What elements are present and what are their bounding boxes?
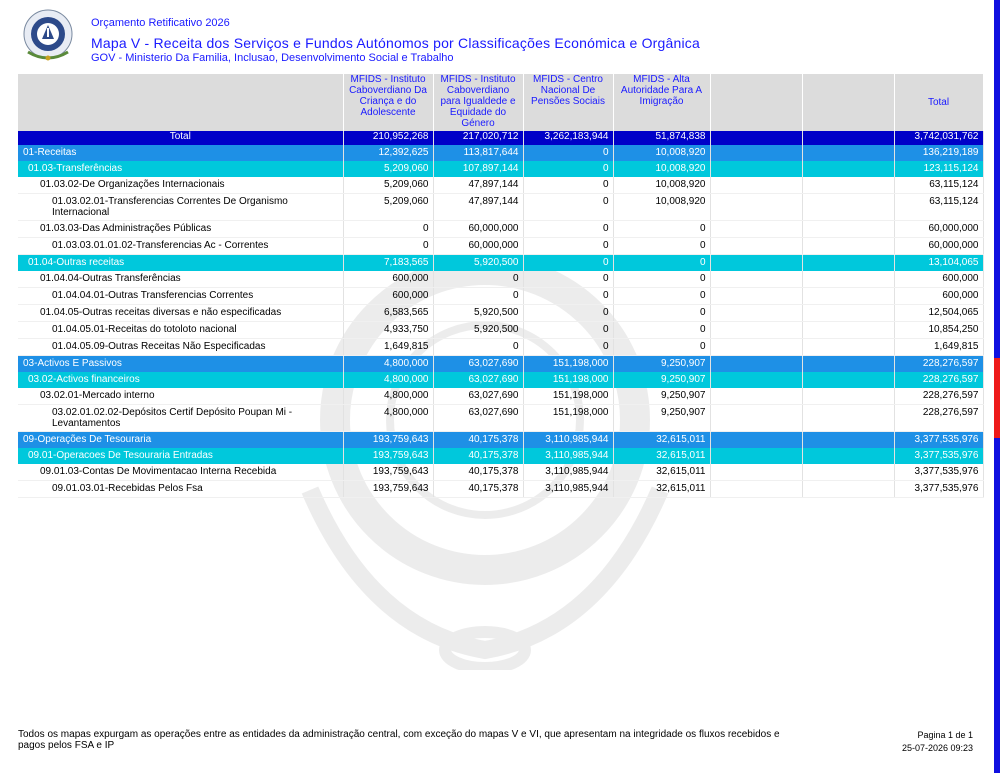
row-label: 01.04.05.09-Outras Receitas Não Especificadas [18,339,343,356]
total-cell: 217,020,712 [433,131,523,145]
value-cell [710,388,802,405]
total-cell: 3,262,183,944 [523,131,613,145]
value-cell: 0 [523,238,613,255]
table-row [18,271,983,288]
value-cell: 136,219,189 [894,145,983,161]
value-cell [710,177,802,194]
table-row [18,221,983,238]
value-cell: 32,615,011 [613,432,710,449]
value-cell: 600,000 [894,271,983,288]
column-header: MFIDS - Centro Nacional De Pensões Sociais [523,74,613,131]
value-cell [802,339,894,356]
value-cell: 5,209,060 [343,161,433,177]
value-cell: 40,175,378 [433,464,523,481]
value-cell [802,448,894,464]
value-cell: 32,615,011 [613,448,710,464]
value-cell: 0 [523,255,613,272]
value-cell: 60,000,000 [894,238,983,255]
table-row [18,177,983,194]
page-number: Pagina 1 de 1 [917,730,973,740]
value-cell [710,448,802,464]
value-cell: 10,008,920 [613,161,710,177]
value-cell [802,161,894,177]
value-cell: 40,175,378 [433,432,523,449]
value-cell: 47,897,144 [433,177,523,194]
table-row [18,145,983,161]
column-header [710,74,802,131]
value-cell: 0 [343,238,433,255]
scrollbar-thumb[interactable] [994,358,1000,438]
row-label: 09-Operações De Tesouraria [18,432,343,449]
value-cell [802,177,894,194]
row-label: 01.03.03-Das Administrações Públicas [18,221,343,238]
row-label: 03.02-Activos financeiros [18,372,343,388]
revenue-table [18,74,984,498]
value-cell: 1,649,815 [343,339,433,356]
value-cell: 0 [613,339,710,356]
column-header-total: Total [894,74,983,131]
row-label: 01.03.03.01.01.02-Transferencias Ac - Correntes [18,238,343,255]
value-cell: 10,008,920 [613,194,710,221]
value-cell: 0 [613,305,710,322]
table-row [18,194,983,221]
table-row [18,238,983,255]
column-header: MFIDS - Alta Autoridade Para A Imigração [613,74,710,131]
column-header-description [18,74,343,131]
value-cell: 9,250,907 [613,356,710,373]
value-cell: 0 [613,288,710,305]
value-cell: 63,115,124 [894,194,983,221]
table-row [18,305,983,322]
row-label: 03.02.01.02.02-Depósitos Certif Depósito Poupan Mi - Levantamentos [18,405,343,432]
footer-page-info [902,729,973,755]
row-label: 01.04.05.01-Receitas do totoloto nacional [18,322,343,339]
value-cell: 0 [433,339,523,356]
value-cell: 4,800,000 [343,356,433,373]
value-cell: 4,933,750 [343,322,433,339]
total-cell: 210,952,268 [343,131,433,145]
table-row [18,388,983,405]
value-cell [802,288,894,305]
value-cell: 0 [613,322,710,339]
value-cell: 0 [523,145,613,161]
value-cell: 228,276,597 [894,388,983,405]
value-cell: 6,583,565 [343,305,433,322]
print-datetime: 25-07-2026 09:23 [901,743,973,753]
value-cell [710,356,802,373]
coat-of-arms-icon [20,8,76,64]
value-cell: 3,377,535,976 [894,432,983,449]
value-cell [802,305,894,322]
column-header: MFIDS - Instituto Caboverdiano Da Criança e do Adolescente [343,74,433,131]
total-cell [802,131,894,145]
value-cell: 10,854,250 [894,322,983,339]
row-label: 09.01.03-Contas De Movimentacao Interna Recebida [18,464,343,481]
value-cell: 228,276,597 [894,356,983,373]
value-cell: 4,800,000 [343,388,433,405]
value-cell: 228,276,597 [894,405,983,432]
value-cell: 0 [523,305,613,322]
value-cell: 5,920,500 [433,305,523,322]
value-cell: 32,615,011 [613,481,710,498]
row-label: 01.04.04-Outras Transferências [18,271,343,288]
value-cell: 151,198,000 [523,372,613,388]
row-label: 01.04.04.01-Outras Transferencias Correntes [18,288,343,305]
value-cell: 1,649,815 [894,339,983,356]
row-label: 03.02.01-Mercado interno [18,388,343,405]
row-label: 01.04-Outras receitas [18,255,343,272]
row-label: 01.03-Transferências [18,161,343,177]
column-header: MFIDS - Instituto Caboverdiano para Igualdede e Equidade do Género [433,74,523,131]
value-cell: 12,504,065 [894,305,983,322]
footer-note: Todos os mapas expurgam as operações entre as entidades da administração central, com exceção do mapas V e VI, que apresentam na integridade os fluxos recebidos e pagos pelos FSA e IP [18,729,780,751]
value-cell [802,356,894,373]
table-row [18,255,983,272]
value-cell: 600,000 [343,271,433,288]
value-cell: 3,110,985,944 [523,464,613,481]
row-label: 01-Receitas [18,145,343,161]
value-cell: 107,897,144 [433,161,523,177]
table-row [18,481,983,498]
total-row [18,131,983,145]
value-cell: 0 [523,288,613,305]
value-cell: 63,027,690 [433,405,523,432]
table-row [18,405,983,432]
row-label: 09.01-Operacoes De Tesouraria Entradas [18,448,343,464]
value-cell: 32,615,011 [613,464,710,481]
value-cell [710,432,802,449]
table-row [18,464,983,481]
value-cell: 0 [613,221,710,238]
value-cell [710,194,802,221]
value-cell [802,145,894,161]
value-cell: 600,000 [343,288,433,305]
value-cell: 60,000,000 [894,221,983,238]
table-row [18,322,983,339]
value-cell [710,145,802,161]
value-cell: 193,759,643 [343,432,433,449]
value-cell [710,221,802,238]
value-cell [802,271,894,288]
value-cell: 10,008,920 [613,145,710,161]
table-row [18,161,983,177]
column-header [802,74,894,131]
value-cell [802,372,894,388]
value-cell: 151,198,000 [523,405,613,432]
value-cell: 3,110,985,944 [523,448,613,464]
row-label: 01.03.02.01-Transferencias Correntes De Organismo Internacional [18,194,343,221]
value-cell: 0 [613,271,710,288]
value-cell: 40,175,378 [433,448,523,464]
value-cell: 3,377,535,976 [894,481,983,498]
value-cell: 5,209,060 [343,177,433,194]
value-cell [802,388,894,405]
value-cell [710,161,802,177]
value-cell: 0 [523,271,613,288]
value-cell: 5,920,500 [433,255,523,272]
value-cell: 5,920,500 [433,322,523,339]
value-cell [802,255,894,272]
value-cell: 60,000,000 [433,238,523,255]
value-cell: 3,110,985,944 [523,432,613,449]
value-cell: 63,027,690 [433,356,523,373]
report-name: Orçamento Retificativo 2026 [91,17,230,29]
value-cell: 3,377,535,976 [894,448,983,464]
value-cell: 9,250,907 [613,388,710,405]
value-cell: 113,817,644 [433,145,523,161]
value-cell: 0 [613,255,710,272]
total-cell: 51,874,838 [613,131,710,145]
row-label: 01.03.02-De Organizações Internacionais [18,177,343,194]
value-cell: 40,175,378 [433,481,523,498]
total-cell [710,131,802,145]
row-label: 01.04.05-Outras receitas diversas e não especificadas [18,305,343,322]
value-cell: 0 [523,194,613,221]
table-row [18,339,983,356]
row-label: 03-Activos E Passivos [18,356,343,373]
value-cell: 151,198,000 [523,356,613,373]
page-subtitle: GOV - Ministerio Da Familia, Inclusao, Desenvolvimento Social e Trabalho [91,52,454,64]
value-cell: 123,115,124 [894,161,983,177]
row-label: 09.01.03.01-Recebidas Pelos Fsa [18,481,343,498]
value-cell: 5,209,060 [343,194,433,221]
value-cell: 0 [433,288,523,305]
value-cell [802,432,894,449]
value-cell: 13,104,065 [894,255,983,272]
value-cell [710,481,802,498]
value-cell [710,372,802,388]
value-cell [710,464,802,481]
value-cell [710,255,802,272]
total-label: Total [18,131,343,145]
value-cell [710,288,802,305]
value-cell: 4,800,000 [343,405,433,432]
table-row [18,432,983,449]
value-cell [710,305,802,322]
value-cell [802,194,894,221]
total-cell: 3,742,031,762 [894,131,983,145]
value-cell [710,238,802,255]
value-cell: 10,008,920 [613,177,710,194]
value-cell: 7,183,565 [343,255,433,272]
value-cell [802,221,894,238]
value-cell: 193,759,643 [343,448,433,464]
value-cell: 3,377,535,976 [894,464,983,481]
value-cell [802,464,894,481]
table-row [18,372,983,388]
page-title: Mapa V - Receita dos Serviços e Fundos Autónomos por Classificações Económica e Orgânica [91,35,700,51]
value-cell: 63,027,690 [433,388,523,405]
value-cell: 9,250,907 [613,405,710,432]
value-cell: 0 [523,221,613,238]
value-cell: 4,800,000 [343,372,433,388]
value-cell [802,238,894,255]
value-cell: 193,759,643 [343,481,433,498]
value-cell [710,405,802,432]
value-cell: 47,897,144 [433,194,523,221]
value-cell [710,271,802,288]
value-cell [802,481,894,498]
value-cell: 600,000 [894,288,983,305]
column-header-row [18,74,983,131]
value-cell: 60,000,000 [433,221,523,238]
value-cell: 12,392,625 [343,145,433,161]
value-cell: 0 [523,322,613,339]
value-cell [802,405,894,432]
value-cell: 193,759,643 [343,464,433,481]
value-cell: 0 [523,339,613,356]
table-row [18,356,983,373]
value-cell [802,322,894,339]
value-cell: 63,115,124 [894,177,983,194]
value-cell: 0 [613,238,710,255]
value-cell: 0 [343,221,433,238]
table-row [18,448,983,464]
value-cell [710,322,802,339]
value-cell: 3,110,985,944 [523,481,613,498]
value-cell: 0 [523,177,613,194]
value-cell: 228,276,597 [894,372,983,388]
value-cell: 0 [523,161,613,177]
value-cell [710,339,802,356]
value-cell: 0 [433,271,523,288]
value-cell: 151,198,000 [523,388,613,405]
value-cell: 63,027,690 [433,372,523,388]
table-row [18,288,983,305]
value-cell: 9,250,907 [613,372,710,388]
